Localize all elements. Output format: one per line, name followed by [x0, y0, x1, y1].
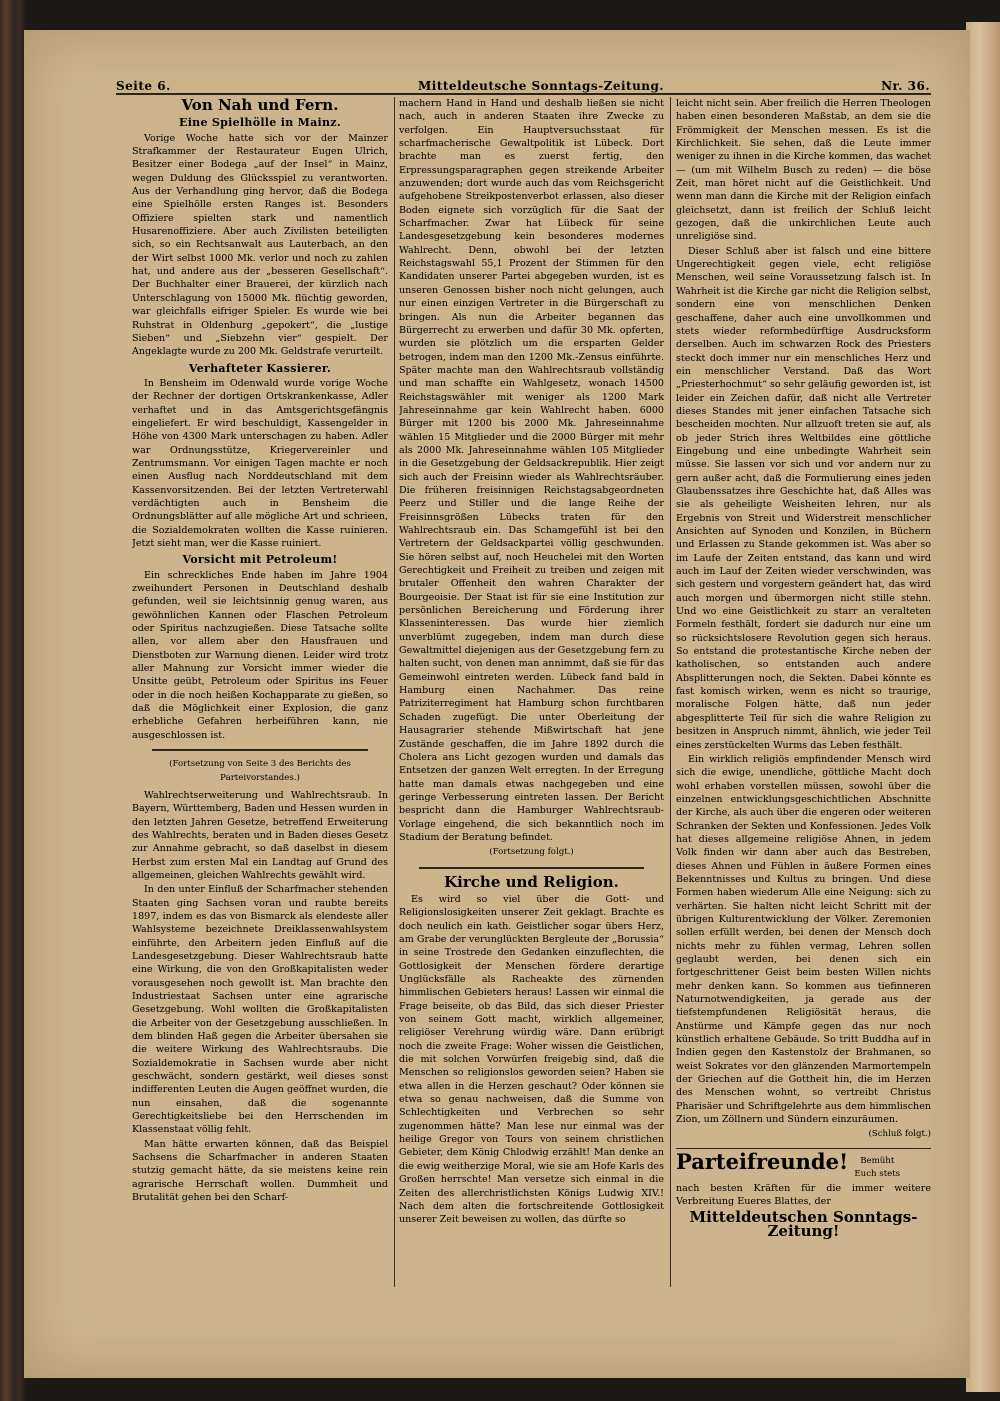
article-title: Vorsicht mit Petroleum!: [182, 553, 338, 567]
issue-number: Nr. 36.: [881, 79, 930, 93]
article-paragraph: leicht nicht sein. Aber freilich die Herren Theologen haben einen besonderen Maßstab, an dem sie die Frömmigkeit der Menschen messen. Es ist die Kirchlichkeit. Sie sehen, daß die Leute immer weniger zu ihnen in die Kirche kommen, das wachet — (um mit Wilhelm Busch zu reden) — die böse Zeit, man höret nicht auf die Geistlichkeit. Und wenn man dann die Kirche mit der Religion einfach gleichsetzt, dann ist freilich der Schluß leicht gezogen, daß die unkirchlichen Leute auch unreligiöse sind.: [676, 98, 931, 243]
continuation-note: (Fortsetzung von Seite 3 des Berichts des Parteivorstandes.): [169, 759, 351, 783]
ad-headline: Parteifreunde!: [676, 1148, 849, 1174]
column-divider: [670, 97, 671, 1287]
article-paragraph: Es wird so viel über die Gott- und Religionslosigkeiten unserer Zeit geklagt. Brachte es doch neulich ein kath. Geistlicher sogar übers Herz, am Grabe der verunglückten Bergleute der „Borussia“ in seine Trostrede den Gedanken einzuflechten, die Gottlosigkeit der Menschen fördere derartige Unglücksfälle als Racheakte des zürnenden himmlischen Gebieters heraus! Lassen wir einmal die Frage beiseite, ob das Bild, das sich dieser Priester von seinem Gott macht, wirklich allgemeiner, religiöser Verehrung würdig wäre. Dann erübrigt noch die zweite Frage: Woher wissen die Geistlichen, die mit solchen Vorwürfen freigebig sind, daß die Menschen so religionslos geworden seien? Haben sie etwa allen in die Herzen geschaut? Oder können sie etwa so genau nachweisen, daß die Summe von Schlechtigkeiten und Verbrechen so sehr zugenommen hätte? Man lese nur einmal was der heilige Gregor von Tours von seinem christlichen Gebieter, dem König Chlodwig erzählt! Man denke an die ewig weitherzige Moral, wie sie am Hofe Karls des Großen herrschte! Man versetze sich einmal in die Zeiten des allerchristlichsten Königs Ludwig XIV.! Nach dem alten die fortschreitende Gottlosigkeit unserer Zeit beweisen zu wollen, das dürfte so: [399, 893, 664, 1226]
article-paragraph: Ein schreckliches Ende haben im Jahre 1904 zweihundert Personen in Deutschland deshalb gefunden, weil sie leichtsinnig genug waren, aus gewöhnlichen Kannen oder Flaschen Petroleum oder Spiritus nachzugießen. Diese Tatsache sollte allen, vor allem aber den Hausfrauen und Dienstboten zur Warnung dienen. Leider wird trotz aller Mahnung zur Vorsicht immer wieder die Unsitte geübt, Petroleum oder Spiritus ins Feuer oder in die noch heißen Kochapparate zu gießen, so daß die Möglichkeit einer Explosion, die ganz erhebliche Gefahren herbeiführen kann, nie ausgeschlossen ist.: [132, 569, 388, 741]
article-title: Kirche und Religion.: [444, 872, 619, 891]
continued-note: (Schluß folgt.): [868, 1129, 931, 1140]
article-title: Verhafteter Kassierer.: [188, 361, 332, 375]
article-paragraph: Man hätte erwarten können, daß das Beispiel Sachsens die Scharfmacher in anderen Staaten stutzig gemacht hätte, da sie meistens keine rein agrarische Herrschaft wollen. Dummheit und Brutalität gehen bei den Scharf-: [132, 1138, 388, 1204]
column-3: [676, 97, 931, 1297]
ad-newspaper-name: Mitteldeutschen Sonntags-Zeitung!: [689, 1208, 918, 1240]
advertisement: [676, 1148, 931, 1238]
ad-body: nach besten Kräften für die immer weitere Verbreitung Eueres Blattes, der: [676, 1182, 931, 1207]
column-2: [399, 97, 664, 1297]
article-paragraph: Wahlrechtserweiterung und Wahlrechtsraub. In Bayern, Württemberg, Baden und Hessen wurden in den letzten Jahren Gesetze, betreffend Erweiterung des Wahlrechts, beraten und in Baden dieses Gesetz zur Annahme gebracht, so daß daselbst in diesem Herbst zum ersten Mal ein Landtag auf Grund des allgemeinen, gleichen Wahlrechts gewählt wird.: [132, 789, 388, 881]
ad-side-text: Bemüht Euch stets: [854, 1155, 901, 1180]
article-paragraph: Ein wirklich religiös empfindender Mensch wird sich die ewige, unendliche, göttliche Macht doch wohl erhaben vorstellen müssen, sowohl über die einzelnen entwicklungsgeschichtlichen Abschnitte der Kirche, als auch über die engeren oder weiteren Schranken der Sekten und Konfessionen. Jedes Volk hat dieses allgemeine religiöse Ahnen, in jedem Volk finden wir dann aber auch das Bestreben, dieses Ahnen und Fühlen in äußere Formen eines Bekenntnisses und Kultus zu bringen. Und diese Formen haben wiederum Alle eine Neigung: sich zu verhärten. Sie halten nicht leicht Schritt mit der übrigen Kulturentwicklung der Völker. Zeremonien sollen erfüllt werden, bei denen der Mensch doch nichts mehr zu fühlen vermag, Lehren sollen geglaubt werden, bei denen sich ein fortgeschrittener Geist beim besten Willen nichts mehr denken kann. So kommen aus tiefinneren Naturnotwendigkeiten, ja gerade aus der tiefstempfundenen Religiösität heraus, die Anstürme und Kämpfe gegen das nur noch künstlich erhaltene Gebäude. So tritt Buddha auf in Indien gegen den Kastenstolz der Brahmanen, so weist Sokrates vor den glänzenden Marmortempeln der Griechen auf die Gottheit hin, die im Herzen des Menschen wohnt, so vertreibt Christus Pharisäer und Schriftgelehrte aus dem himmlischen Zion, um Zöllnern und Sündern einzuräumen.: [676, 753, 931, 1126]
article-title: Eine Spielhölle in Mainz.: [179, 116, 341, 130]
divider-line: [419, 867, 644, 869]
page-number: Seite 6.: [116, 79, 171, 93]
article-paragraph: Vorige Woche hatte sich vor der Mainzer Strafkammer der Restaurateur Eugen Ulrich, Besitzer einer Bodega „auf der Insel“ in Mainz, wegen Duldung des Glücksspiel zu verantworten. Aus der Verhandlung ging hervor, daß die Bodega eine Spielhölle ersten Ranges ist. Besonders Offiziere spielten stark und namentlich Husarenoffiziere. Aber auch Zivilisten beteiligten sich, so ein Rechtsanwalt aus Lauterbach, an den der Wirt selbst 1000 Mk. verlor und noch zu zahlen hat, und andere aus der „besseren Gesellschaft“. Der Buchhalter einer Brauerei, der kürzlich nach Unterschlagung von 15000 Mk. flüchtig geworden, war gleichfalls eifriger Spieler. Es wurde wie bei Ruhstrat in Oldenburg „gepokert“, die „lustige Sieben“ und „Siebzehn vier“ gespielt. Der Angeklagte wurde zu 200 Mk. Geldstrafe verurteilt.: [132, 132, 388, 358]
article-paragraph: In Bensheim im Odenwald wurde vorige Woche der Rechner der dortigen Ortskrankenkasse, Adler verhaftet und in das Amtsgerichtsgefängnis eingeliefert. Er wird beschuldigt, Kassengelder in Höhe von 4300 Mark unterschagen zu haben. Adler war Ordnungsstütze, Kriegervereinler und Zentrumsmann. Vor einigen Tagen machte er noch einen Ausflug nach Norddeutschland mit dem Kassenvorsitzenden. Bei der letzten Vertreterwahl verdächtigten auch in Bensheim die Ordnungsblätter auf alle mögliche Art und schrieen, die Sozialdemokraten wollten die Kasse ruinieren. Jetzt sieht man, wer die Kasse ruiniert.: [132, 377, 388, 549]
article-paragraph: In den unter Einfluß der Scharfmacher stehenden Staaten ging Sachsen voran und raubte bereits 1897, indem es das von Bismarck als elendeste aller Wahlsysteme bezeichnete Dreiklassenwahlsystem einführte, den Arbeitern jeden Einfluß auf die Landesgesetzgebung. Dieser Wahlrechtsraub hatte eine Wirkung, die von den Großkapitalisten weder vorausgesehen noch gewollt ist. Man brachte den Industriestaat Sachsen unter eine agrarische Gesetzgebung. Wohl wollten die Großkapitalisten die Arbeiter von der Gesetzgebung ausschließen. In dem blinden Haß gegen die Arbeiter übersahen sie die weitere Wirkung des Wahlrechtsraubs. Die Sozialdemokratie in Sachsen wurde aber nicht geschwächt, sondern gestärkt, weil dieses sonst indifferenten Leuten die Augen geöffnet wurden, die nun einsahen, daß die sogenannte Gerechtigkeitsliebe bei den Herrschenden im Klassenstaat völlig fehlt.: [132, 884, 388, 1136]
newspaper-title: Mitteldeutsche Sonntags-Zeitung.: [418, 79, 665, 93]
section-title: Von Nah und Fern.: [181, 97, 339, 114]
article-paragraph: machern Hand in Hand und deshalb ließen sie nicht nach, auch in anderen Staaten ihre Zwecke zu verfolgen. Ein Hauptversuchsstaat für scharfmacherische Gewaltpolitik ist Lübeck. Dort brachte man es zuerst fertig, den Erpressungsparagraphen gegen streikende Arbeiter anzuwenden; dort wurde auch das vom Reichsgericht aufgehobene Streikpostenverbot erlassen, also dieser Boden eignete sich vorzüglich für die Saat der Scharfmacher. Zwar hat Lübeck für seine Landesgesetzgebung kein besonderes modernes Wahlrecht. Denn, obwohl bei der letzten Reichstagswahl 55,1 Prozent der Stimmen für den Kandidaten unserer Partei abgegeben wurden, ist es unseren Genossen bisher noch nicht gelungen, auch nur einen einzigen Vertreter in die Bürgerschaft zu bringen. Als nun die Arbeiter begannen das Bürgerrecht zu erwerben und dafür 30 Mk. opferten, wurden sie plötzlich um die ersparten Gelder betrogen, indem man den 1200 Mk.-Zensus einführte. Später machte man den Wahlrechtsraub vollständig und man schaffte ein Wahlgesetz, wonach 14500 Reichstagswähler mit weniger als 1200 Mark Jahreseinnahme gar kein Wahlrecht haben. 6000 Bürger mit 1200 bis 2000 Mk. Jahreseinnahme wählen 15 Mitglieder und die 2000 Bürger mit mehr als 2000 Mk. Jahreseinnahme wählen 105 Mitglieder in die Gesetzgebung der Geldsackrepublik. Hier zeigt sich auch der Freisinn wieder als Wahlrechtsräuber. Die früheren freisinnigen Reichstagsabgeordneten Peerz und Stiller und die lange Reihe der Freisinnsgrößen Lübecks traten für den Wahlrechtsraub ein. Das Schamgefühl ist bei den Vertretern der Geldsackpartei völlig geschwunden. Sie hören selbst auf, noch Heuchelei mit den Worten Gerechtigkeit und Freiheit zu treiben und zeigen mit brutaler Offenheit den wahren Charakter der Bourgeoisie. Der Staat ist für sie eine Institution zur persönlichen Bereicherung und Förderung ihrer Klasseninteressen. Das wurde hier ziemlich unverblümt zugegeben, indem man durch diese Gewaltmittel diejenigen aus der Gesetzgebung fern zu halten sucht, von denen man annimmt, daß sie für das Gemeinwohl eintreten werden. Lübeck fand bald in Hamburg einen Nachahmer. Das reine Patriziterregiment hat Hamburg schon furchtbaren Schaden zugefügt. Die unter Oberleitung der Hausagrarier stehende Mißwirtschaft hat jene Zustände geschaffen, die im Jahre 1892 durch die Cholera ans Licht gezogen wurden und damals das Entsetzen der ganzen Welt erregten. In der Erregung hatte man damals etwas nachgegeben und eine geringe Verbesserung eintreten lassen. Der Bericht bespricht dann die Hamburger Wahlrechtsraub-Vorlage eingehend, die sich bekanntlich noch im Stadium der Beratung befindet.: [399, 98, 664, 843]
divider-line: [152, 749, 368, 751]
header-rule: [116, 93, 931, 95]
column-1: [132, 97, 388, 1297]
column-divider: [394, 97, 395, 1287]
continued-note: (Fortsetzung folgt.): [489, 847, 574, 858]
article-paragraph: Dieser Schluß aber ist falsch und eine bittere Ungerechtigkeit gegen viele, echt religiöse Menschen, weil seine Voraussetzung falsch ist. In Wahrheit ist die Kirche gar nicht die Religion selbst, sondern eine von menschlichen Denken geschaffene, daher auch eine unvollkommen und stets wieder reformbedürftige Ausdrucksform derselben. Auch im schwarzen Rock des Priesters steckt doch immer nur ein menschliches Herz und ein menschlicher Verstand. Daß das Wort „Priesterhochmut“ so sehr geläufig geworden ist, ist leider ein Zeichen dafür, daß nicht alle Vertreter dieses Standes mit jener einfachen Tatsache sich bescheiden mochten. Nur allzuoft treten sie auf, als ob jeder Strich ihres Weltbildes eine göttliche Eingebung und eine unbedingte Wahrheit sein müsse. Sie lassen vor sich und vor andern nur zu gern außer acht, daß die Formulierung eines jeden Glaubenssatzes ihre Geschichte hat, daß Alles was sie als geheiligte Weisheiten lehren, nur als Ergebnis von Streit und Widerstreit menschlicher Ansichten auf Synoden und Konzilen, in Büchern und Erlassen zu Stande gekommen ist. Was aber so im Laufe der Zeiten entstand, das kann und wird auch im Lauf der Zeiten wieder verschwinden, was sich gestern und vorgestern geändert hat, das wird auch morgen und übermorgen nicht stille stehn. Und wo eine Geistlichkeit zu starr an veralteten Formeln festhält, fordert sie dadurch nur eine um so rücksichtslosere Revolution gegen sich heraus. So entstand die protestantische Kirche neben der katholischen, so entstanden auch andere Absplitterungen noch, die Sekten. Dabei könnte es fast komisch wirken, wenn es nicht so traurige, moralische Folgen hätte, daß nun jeder abgesplitterte Teil für sich die wahre Religion zu besitzen in Anspruch nimmt, ähnlich, wie jeder Teil eines zerstückelten Wurms das Leben festhält.: [676, 245, 931, 751]
page-edges: [966, 22, 1000, 1392]
